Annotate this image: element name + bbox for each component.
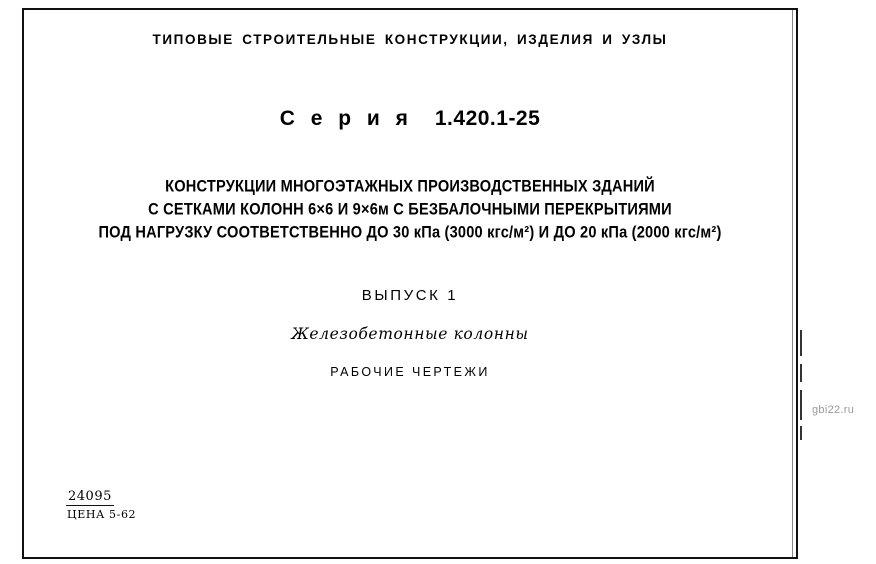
title-page-content [24, 10, 796, 557]
title-line: ПОД НАГРУЗКУ СООТВЕТСТВЕННО ДО 30 кПа (3000 кгс/м²) И ДО 20 кПа (2000 кгс/м²) [98, 224, 722, 242]
series-line [24, 107, 796, 131]
title-line: КОНСТРУКЦИИ МНОГОЭТАЖНЫХ ПРОИЗВОДСТВЕННЫХ ЗДАНИЙ [165, 177, 655, 196]
issue-subject: Железобетонные колонны [291, 325, 529, 344]
issue-label: ВЫПУСК 1 [361, 287, 459, 305]
scan-edge-marks [800, 330, 806, 450]
catalog-code-block [66, 485, 136, 521]
series-number: 1.420.1-25 [434, 107, 541, 130]
catalog-number: 24095 [68, 489, 112, 504]
series-label: С е р и я [279, 107, 413, 130]
catalog-price: ЦЕНА 5-62 [67, 508, 137, 521]
document-category-heading: ТИПОВЫЕ СТРОИТЕЛЬНЫЕ КОНСТРУКЦИИ, ИЗДЕЛИЯ И УЗЛЫ [152, 32, 668, 47]
title-line: С СЕТКАМИ КОЛОНН 6×6 И 9×6м С БЕЗБАЛОЧНЫМИ ПЕРЕКРЫТИЯМИ [148, 201, 672, 219]
watermark: gbi22.ru [812, 404, 855, 416]
document-title [24, 176, 796, 245]
issue-kind: РАБОЧИЕ ЧЕРТЕЖИ [330, 365, 490, 380]
document-frame [22, 8, 798, 559]
